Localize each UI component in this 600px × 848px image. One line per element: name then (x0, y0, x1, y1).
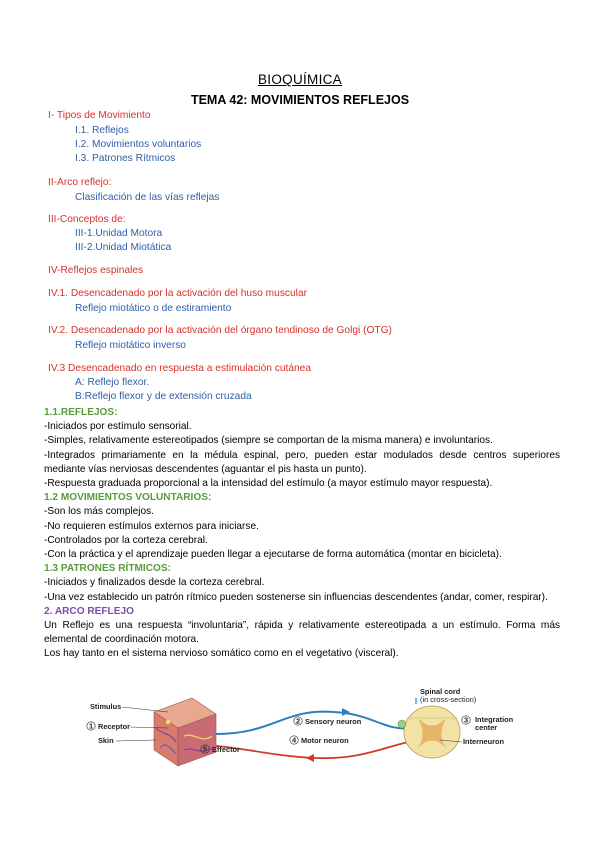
document-body (44, 406, 560, 662)
toc-item: Clasificación de las vías reflejas (75, 192, 220, 203)
spinal-cord-illustration (398, 698, 460, 758)
section-heading-reflejos: 1.1.REFLEJOS: (44, 407, 118, 418)
receptor-label: Receptor (98, 722, 131, 731)
paragraph-line: -Respuesta graduada proporcional a la intensidad del estímulo (a mayor estímulo mayor respuesta). (44, 478, 493, 490)
section-heading-voluntarios: 1.2 MOVIMIENTOS VOLUNTARIOS: (44, 492, 212, 504)
toc-item: III-Conceptos de: (48, 214, 126, 225)
step-4-number: 4 (292, 735, 297, 745)
spinal-cord-label: Spinal cord (420, 688, 461, 696)
skin-label: Skin (98, 736, 114, 745)
paragraph-line: -Son los más complejos. (44, 506, 154, 518)
document-title: BIOQUÍMICA (257, 72, 342, 87)
motor-arrow-icon (306, 754, 314, 762)
toc-item: IV.3 Desencadenado en respuesta a estimulación cutánea (48, 363, 311, 374)
toc-item: A: Reflejo flexor. (75, 377, 150, 388)
toc-item: III-2.Unidad Miotática (75, 242, 172, 253)
center-label: center (475, 723, 498, 732)
step-5-number: 5 (203, 744, 208, 754)
toc-item: I.2. Movimientos voluntarios (75, 139, 202, 150)
motor-neuron-label: Motor neuron (301, 736, 349, 745)
paragraph-line: -Iniciados por estímulo sensorial. (44, 421, 192, 433)
section-heading-arco: 2. ARCO REFLEJO (44, 605, 134, 617)
toc-item: Reflejo miotático o de estiramiento (75, 303, 232, 314)
reflex-arc-diagram (84, 688, 524, 828)
section-heading-ritmicos: 1.3 PATRONES RÍTMICOS: (44, 563, 171, 575)
step-3-number: 3 (464, 715, 469, 725)
toc-item: III-1.Unidad Motora (75, 228, 163, 239)
toc-item: II-Arco reflejo: (48, 177, 112, 188)
toc-item: B:Reflejo flexor y de extensión cruzada (75, 391, 252, 402)
toc-item: IV.1. Desencadenado por la activación del huso muscular (48, 288, 307, 299)
paragraph-line: -Simples, relativamente estereotipados (siempre se comportan de la misma manera) e involuntarios. (44, 435, 493, 447)
integration-label: Integration (475, 715, 514, 724)
step-1-number: 1 (89, 721, 94, 731)
toc-item: I.3. Patrones Rítmicos (75, 153, 176, 164)
paragraph-line: -Controlados por la corteza cerebral. (44, 534, 208, 546)
toc-item: I- Tipos de Movimiento (48, 110, 151, 121)
effector-label: Effector (212, 745, 240, 754)
interneuron-label: Interneuron (463, 737, 505, 746)
paragraph-line: Los hay tanto en el sistema nervioso somático como en el vegetativo (visceral). (44, 648, 399, 660)
toc-item: IV.2. Desencadenado por la activación del órgano tendinoso de Golgi (OTG) (48, 325, 392, 336)
sensory-arrow-icon (342, 708, 350, 716)
paragraph-line: -Una vez establecido un patrón rítmico pueden sostenerse sin influencias descendentes (andar, comer, respirar). (44, 591, 548, 603)
stimulus-label: Stimulus (90, 702, 122, 711)
paragraph-line: Un Reflejo es una respuesta “involuntaria”, rápida y relativamente estereotipada a un estímulo. Forma más elemental de coordinación motora. (44, 620, 560, 646)
cross-section-label: (in cross-section) (420, 695, 477, 704)
skin-block-illustration (154, 698, 216, 766)
paragraph-line: -Iniciados y finalizados desde la corteza cerebral. (44, 577, 265, 589)
document-subtitle: TEMA 42: MOVIMIENTOS REFLEJOS (190, 93, 410, 107)
toc-item: I.1. Reflejos (75, 125, 129, 136)
toc-item: Reflejo miotático inverso (75, 340, 186, 351)
step-2-number: 2 (296, 716, 301, 726)
paragraph-line: -Integrados primariamente en la médula espinal, pero, pueden estar modulados desde centros superiores mediante vías nerviosas descendentes (aguantar el pis hasta un punto). (44, 449, 560, 475)
paragraph-line: -Con la práctica y el aprendizaje pueden llegar a ejecutarse de forma automática (montar en bicicleta). (44, 549, 502, 561)
sensory-neuron-label: Sensory neuron (305, 717, 362, 726)
toc-item: IV-Reflejos espinales (48, 265, 144, 276)
paragraph-line: -No requieren estímulos externos para iniciarse. (44, 520, 259, 532)
